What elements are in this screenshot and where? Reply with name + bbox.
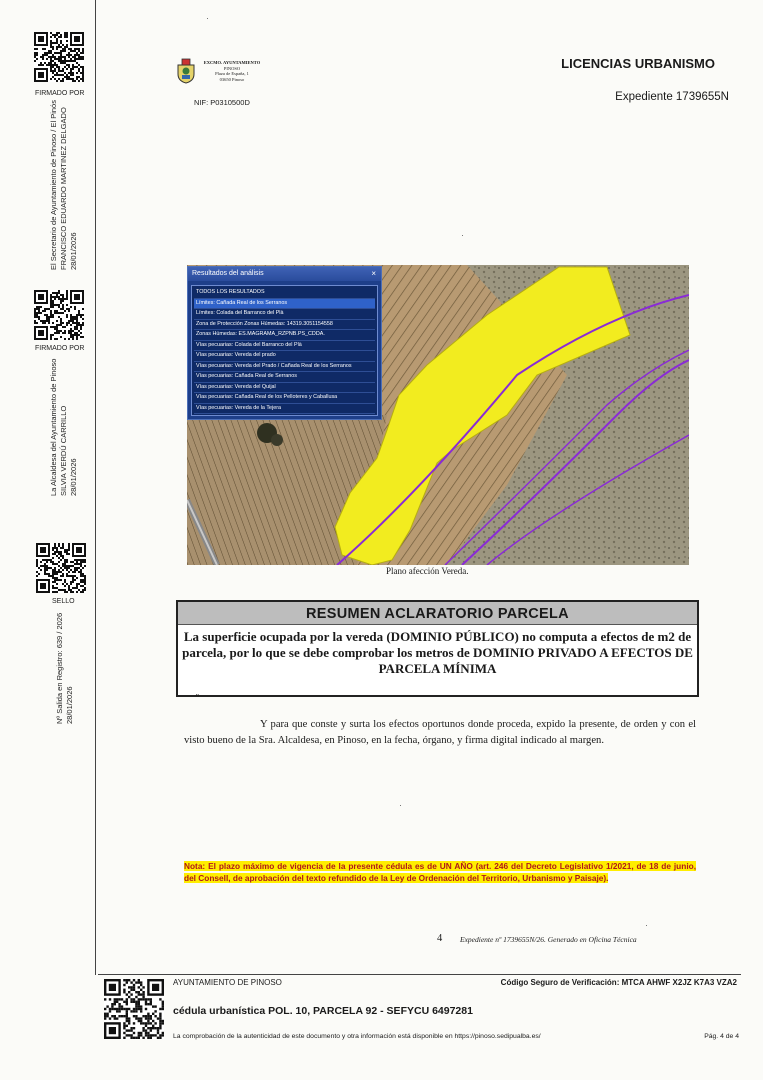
scan-speck bbox=[646, 925, 647, 926]
result-item[interactable]: Vías pecuarias: Vereda de la Tejera bbox=[194, 404, 375, 415]
map-caption: Plano afección Vereda. bbox=[386, 566, 469, 576]
result-item[interactable]: Vías pecuarias: Colada del Barranco del Plà bbox=[194, 341, 375, 352]
signature-2-label: FIRMADO POR bbox=[35, 345, 85, 352]
page-title: LICENCIAS URBANISMO bbox=[561, 56, 715, 71]
result-item[interactable]: TODOS LOS RESULTADOS bbox=[194, 288, 375, 299]
result-item[interactable]: Zonas Húmedas: ES.MAGRAMA_RZPNB.PS_CDDA. bbox=[194, 330, 375, 341]
quote-mark: " bbox=[196, 693, 199, 702]
signature-2-text: La Alcaldesa del Ayuntamiento de Pinoso SILVIA VERDÚ CARRILLO 28/01/2026 bbox=[49, 358, 78, 496]
page-count: Pág. 4 de 4 bbox=[704, 1033, 739, 1040]
qr-code-signature-1 bbox=[34, 32, 84, 82]
footer-organization: AYUNTAMIENTO DE PINOSO bbox=[173, 978, 282, 987]
analysis-results-panel[interactable] bbox=[187, 266, 382, 420]
scan-speck bbox=[462, 235, 463, 236]
qr-code-signature-2 bbox=[34, 290, 84, 340]
qr-code-verification bbox=[104, 979, 164, 1039]
footer-divider bbox=[98, 974, 741, 975]
summary-text: La superficie ocupada por la vereda (DOMINIO PÚBLICO) no computa a efectos de m2 de parcela, por lo que se debe comprobar los metros de DOMINIO PRIVADO A EFECTOS DE PARCELA MÍNIMA bbox=[182, 629, 693, 676]
expediente-footer: Expediente nº 1739655N/26. Generado en Oficina Técnica bbox=[460, 935, 637, 944]
document-title: cédula urbanística POL. 10, PARCELA 92 - SEFYCU 6497281 bbox=[173, 1005, 473, 1017]
certification-paragraph: Y para que conste y surta los efectos oportunos donde proceda, expido la presente, de orden y con el visto bueno de la Sra. Alcaldesa, en Pinoso, en la fecha, órgano, y firma digital indicado al margen. bbox=[184, 719, 696, 746]
result-item[interactable]: Límites: Colada del Barranco del Plà bbox=[194, 309, 375, 320]
crest-text: EXCMO. AYUNTAMIENTO PINOSO Plaza de España, 1 03650 Pinoso bbox=[203, 60, 261, 82]
seal-text: Nº Salida en Registro: 639 / 2026 28/01/2026 bbox=[55, 612, 74, 724]
margin-divider bbox=[95, 0, 96, 975]
expediente-number: Expediente 1739655N bbox=[615, 91, 729, 103]
qr-code-seal bbox=[36, 543, 86, 593]
signature-1-text: El Secretario de Ayuntamiento de Pinoso / El Pinós FRANCISCO EDUARDO MARTINEZ DELGADO 28/01/2026 bbox=[49, 100, 78, 270]
result-item[interactable]: Vías pecuarias: Cañada Real de los Pelloteres y Caballusa bbox=[194, 393, 375, 404]
result-item[interactable]: Vías pecuarias: Vereda del Quijal bbox=[194, 383, 375, 394]
panel-title: Resultados del análisis bbox=[192, 270, 264, 277]
verification-code: Código Seguro de Verificación: MTCA AHWF X2JZ K7A3 VZA2 bbox=[500, 978, 737, 987]
close-icon[interactable]: × bbox=[371, 269, 376, 278]
signature-1-label: FIRMADO POR bbox=[35, 90, 85, 97]
summary-title: RESUMEN ACLARATORIO PARCELA bbox=[178, 602, 697, 625]
validity-note bbox=[184, 860, 696, 884]
scan-speck bbox=[207, 18, 208, 19]
validity-note-text: Nota: El plazo máximo de vigencia de la presente cédula es de UN AÑO (art. 246 del Decreto Legislativo 1/2021, de 18 de junio, del Consell, de aprobación del texto refundido de la Ley de Ordenación del Territorio, Urbanismo y Paisaje). bbox=[184, 861, 696, 883]
result-item-selected[interactable]: Límites: Cañada Real de los Serranos bbox=[194, 299, 375, 310]
results-list bbox=[191, 285, 378, 416]
seal-label: SELLO bbox=[52, 598, 75, 605]
panel-header bbox=[188, 267, 381, 281]
verification-notice[interactable]: La comprobación de la autenticidad de este documento y otra información está disponible en https://pinoso.sedipualba.es/ bbox=[173, 1033, 541, 1040]
summary-box bbox=[176, 600, 699, 697]
result-item[interactable]: Vías pecuarias: Vereda del Prado / Cañada Real de los Serranos bbox=[194, 362, 375, 373]
nif: NIF: P0310500D bbox=[194, 98, 250, 107]
page-number: 4 bbox=[437, 933, 443, 944]
result-item[interactable]: Vías pecuarias: Cañada Real de Serranos bbox=[194, 372, 375, 383]
result-item[interactable]: Zona de Protección Zonas Húmedas: 14319.3051154558 bbox=[194, 320, 375, 331]
result-item[interactable]: Vías pecuarias: Vereda del prado bbox=[194, 351, 375, 362]
municipal-crest-icon bbox=[174, 58, 198, 84]
scan-speck bbox=[400, 805, 401, 806]
